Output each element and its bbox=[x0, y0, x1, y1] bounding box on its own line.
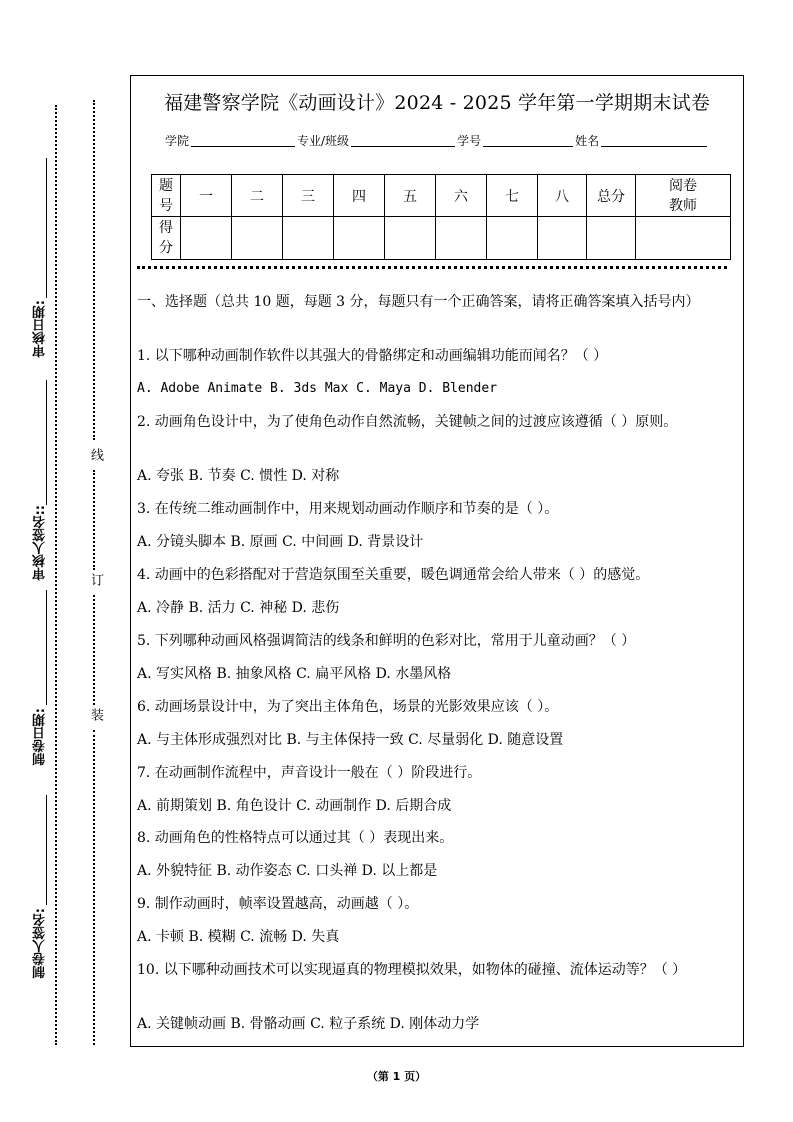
reviewer-date-label: 审核日期: bbox=[33, 300, 48, 358]
cut-mark-ding: 订 bbox=[88, 573, 103, 586]
maker-sign-label: 制卷人签名: bbox=[33, 908, 48, 979]
exam-title: 福建警察学院《动画设计》2024 - 2025 学年第一学期期末试卷 bbox=[163, 92, 711, 114]
student-id-label: 学号 bbox=[457, 134, 482, 148]
major-label: 专业/班级 bbox=[297, 134, 350, 148]
score-table-header-row bbox=[152, 175, 731, 217]
score-cell[interactable] bbox=[487, 217, 538, 260]
question-4: 4. 动画中的色彩搭配对于营造氛围至关重要，暖色调通常会给人带来（ ）的感觉。 bbox=[137, 567, 650, 583]
section-heading: 一、选择题（总共 10 题，每题 3 分，每题只有一个正确答案，请将正确答案填入括号内） bbox=[137, 294, 700, 310]
options-10: A. 关键帧动画 B. 骨骼动画 C. 粒子系统 D. 刚体动力学 bbox=[137, 1016, 480, 1032]
cut-dotted-line-mid2 bbox=[93, 595, 95, 705]
question-2: 2. 动画角色设计中，为了使角色动作自然流畅，关键帧之间的过渡应该遵循（ ）原则。 bbox=[137, 414, 678, 430]
dotted-separator bbox=[137, 266, 727, 269]
score-col-8: 八 bbox=[538, 175, 587, 217]
score-table-row2-label: 得分 bbox=[152, 217, 181, 260]
score-cell[interactable] bbox=[283, 217, 334, 260]
question-6: 6. 动画场景设计中，为了突出主体角色，场景的光影效果应该（ ）。 bbox=[137, 699, 559, 715]
college-field[interactable] bbox=[191, 132, 295, 147]
score-col-4: 四 bbox=[334, 175, 385, 217]
score-cell[interactable] bbox=[232, 217, 283, 260]
student-id-field[interactable] bbox=[483, 132, 573, 147]
page-number: （第 1 页） bbox=[366, 1070, 427, 1083]
question-5: 5. 下列哪种动画风格强调简洁的线条和鲜明的色彩对比，常用于儿童动画？（ ） bbox=[137, 633, 636, 649]
maker-date-label: 制卷日期: bbox=[33, 708, 48, 766]
name-label: 姓名 bbox=[575, 134, 600, 148]
signature-line-reviewer-date bbox=[46, 158, 47, 298]
cut-dotted-line-mid bbox=[93, 470, 95, 570]
student-info-row bbox=[165, 132, 709, 149]
score-col-5: 五 bbox=[385, 175, 436, 217]
question-9: 9. 制作动画时，帧率设置越高，动画越（ ）。 bbox=[137, 896, 419, 912]
college-label: 学院 bbox=[165, 134, 190, 148]
score-col-total: 总分 bbox=[587, 175, 636, 217]
question-1: 1. 以下哪种动画制作软件以其强大的骨骼绑定和动画编辑功能而闻名？（ ） bbox=[137, 348, 608, 364]
score-cell[interactable] bbox=[385, 217, 436, 260]
cut-mark-zhuang: 装 bbox=[88, 708, 103, 721]
score-col-7: 七 bbox=[487, 175, 538, 217]
options-7: A. 前期策划 B. 角色设计 C. 动画制作 D. 后期合成 bbox=[137, 798, 452, 814]
score-cell[interactable] bbox=[538, 217, 587, 260]
score-col-2: 二 bbox=[232, 175, 283, 217]
cut-mark-xian: 线 bbox=[88, 448, 103, 461]
options-6: A. 与主体形成强烈对比 B. 与主体保持一致 C. 尽量弱化 D. 随意设置 bbox=[137, 732, 564, 748]
exam-frame bbox=[130, 75, 744, 1047]
options-3: A. 分镜头脚本 B. 原画 C. 中间画 D. 背景设计 bbox=[137, 534, 424, 550]
options-5: A. 写实风格 B. 抽象风格 C. 扁平风格 D. 水墨风格 bbox=[137, 666, 452, 682]
score-col-6: 六 bbox=[436, 175, 487, 217]
signature-line-maker-date bbox=[46, 590, 47, 705]
question-7: 7. 在动画制作流程中，声音设计一般在（ ）阶段进行。 bbox=[137, 765, 482, 781]
score-col-3: 三 bbox=[283, 175, 334, 217]
cut-dotted-line-top bbox=[93, 100, 95, 440]
options-1: A. Adobe Animate B. 3ds Max C. Maya D. Blender bbox=[137, 381, 498, 396]
options-4: A. 冷静 B. 活力 C. 神秘 D. 悲伤 bbox=[137, 600, 340, 616]
score-cell[interactable] bbox=[181, 217, 232, 260]
options-2: A. 夸张 B. 节奏 C. 惯性 D. 对称 bbox=[137, 468, 340, 484]
name-field[interactable] bbox=[601, 132, 707, 147]
outer-dotted-line bbox=[55, 105, 57, 1045]
score-table-row1-label: 题号 bbox=[152, 175, 181, 217]
cut-dotted-line-bottom bbox=[93, 730, 95, 1045]
score-col-1: 一 bbox=[181, 175, 232, 217]
score-table bbox=[151, 174, 731, 260]
score-table-score-row bbox=[152, 217, 731, 260]
score-cell[interactable] bbox=[636, 217, 731, 260]
score-col-grader: 阅卷教师 bbox=[636, 175, 731, 217]
options-8: A. 外貌特征 B. 动作姿态 C. 口头禅 D. 以上都是 bbox=[137, 863, 438, 879]
reviewer-sign-label: 审核人签名:: bbox=[33, 505, 48, 581]
score-cell[interactable] bbox=[587, 217, 636, 260]
signature-line-reviewer-sign bbox=[46, 380, 47, 505]
options-9: A. 卡顿 B. 模糊 C. 流畅 D. 失真 bbox=[137, 929, 340, 945]
major-field[interactable] bbox=[351, 132, 455, 147]
question-3: 3. 在传统二维动画制作中，用来规划动画动作顺序和节奏的是（ ）。 bbox=[137, 501, 559, 517]
signature-line-maker-sign bbox=[46, 795, 47, 905]
question-10: 10. 以下哪种动画技术可以实现逼真的物理模拟效果，如物体的碰撞、流体运动等？（ ） bbox=[137, 962, 687, 978]
score-cell[interactable] bbox=[334, 217, 385, 260]
score-cell[interactable] bbox=[436, 217, 487, 260]
question-8: 8. 动画角色的性格特点可以通过其（ ）表现出来。 bbox=[137, 830, 454, 846]
